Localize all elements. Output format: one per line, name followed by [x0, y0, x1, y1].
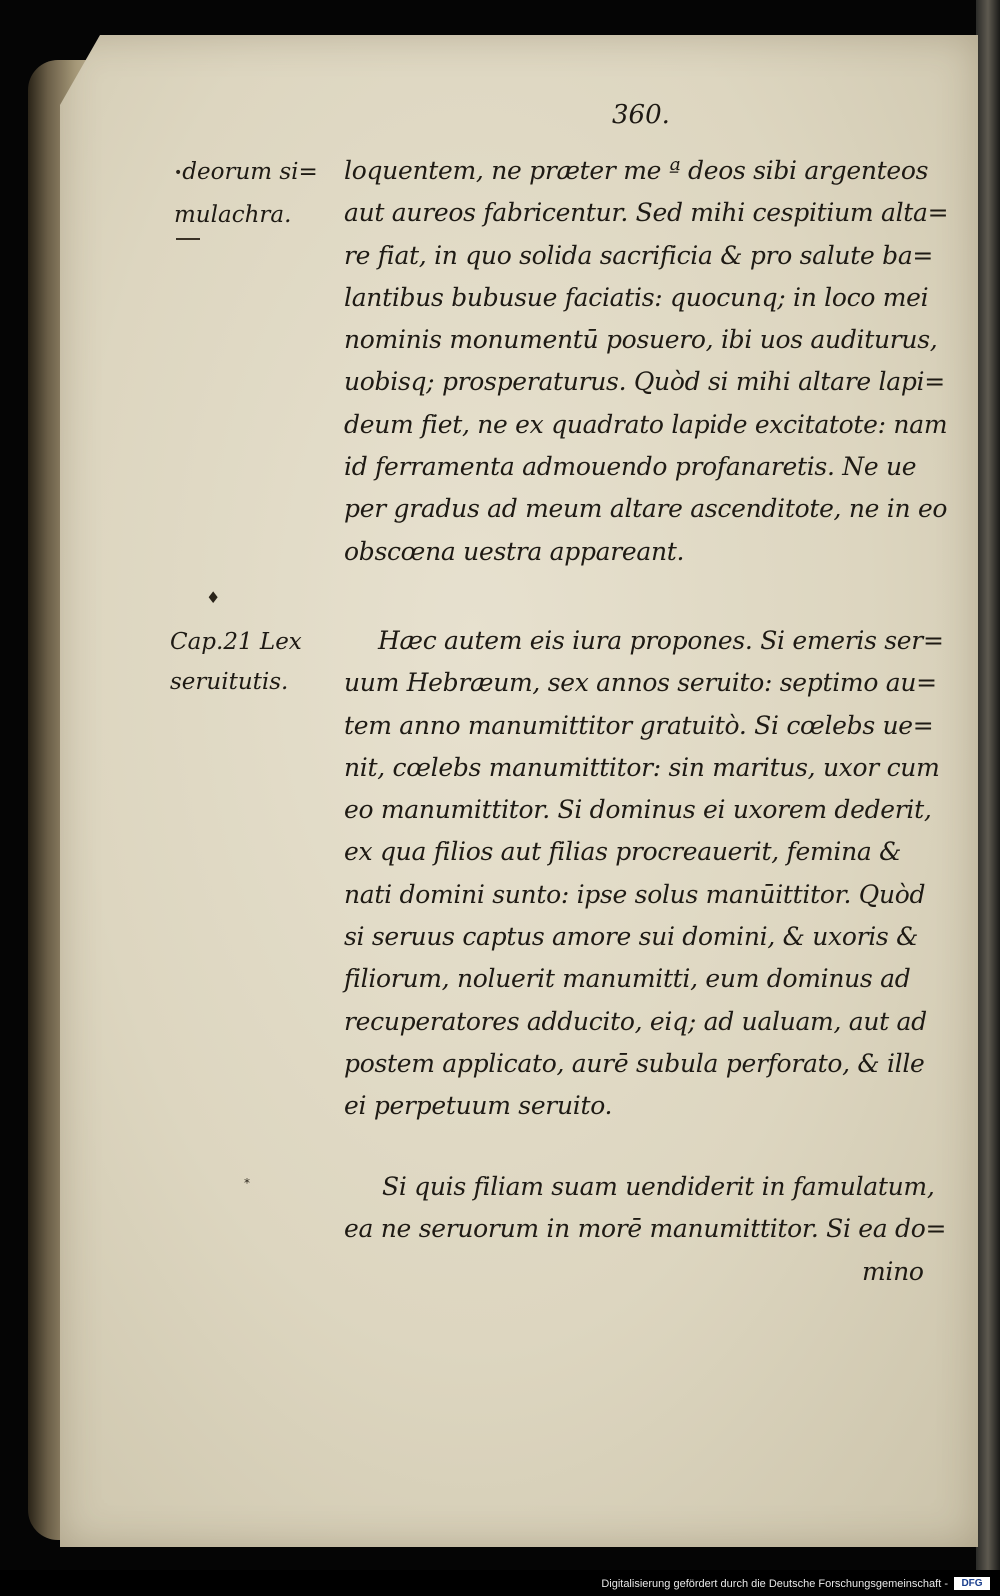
text-line: re fiat, in quo solida sacrificia & pro salute ba=: [344, 240, 934, 270]
text-line: ex qua filios aut filias procreauerit, femina &: [344, 837, 902, 867]
footer-credit: Digitalisierung gefördert durch die Deutsche Forschungsgemeinschaft -: [601, 1578, 948, 1590]
text-line: eo manumittitor. Si dominus ei uxorem dederit,: [344, 795, 932, 825]
text-line: loquentem, ne præter me ª deos sibi argenteos: [344, 156, 929, 185]
page-number: 360.: [612, 100, 670, 130]
text-section-2: [344, 620, 944, 1128]
margin-rule: [176, 238, 200, 240]
ornament-marker-icon: ♦: [206, 588, 221, 607]
text-line: Hæc autem eis iura propones. Si emeris ser=: [378, 626, 944, 655]
text-line: per gradus ad meum altare ascenditote, ne in eo: [344, 494, 948, 524]
text-line: ei perpetuum seruito.: [344, 1091, 613, 1121]
margin-note-cap21: [170, 622, 302, 702]
ornament-marker-icon: *: [244, 1176, 250, 1190]
text-line: mino: [862, 1256, 924, 1286]
margin-note-line: mulachra.: [174, 202, 292, 228]
text-line: uobisq; prosperaturus. Quòd si mihi altare lapi=: [344, 367, 945, 397]
dfg-logo: DFG: [954, 1577, 990, 1590]
text-line: tem anno manumittitor gratuitò. Si cœlebs ue=: [344, 710, 934, 740]
text-line: deum fiet, ne ex quadrato lapide excitatote: nam: [344, 409, 948, 439]
text-section-1: [344, 150, 948, 573]
text-line: Si quis filiam suam uendiderit in famulatum,: [382, 1172, 935, 1201]
margin-note-line: Cap.21 Lex: [170, 629, 302, 655]
ornament-marker-icon: •: [174, 165, 183, 181]
text-line: lantibus bubusue faciatis: quocunq; in loco mei: [344, 282, 929, 312]
margin-note-line: seruitutis.: [170, 669, 289, 695]
text-line: ea ne seruorum in morē manumittitor. Si ea do=: [344, 1214, 947, 1244]
text-line: uum Hebræum, sex annos seruito: septimo au=: [344, 668, 937, 698]
text-line: nominis monumentū posuero, ibi uos auditurus,: [344, 325, 938, 355]
text-line: si seruus captus amore sui domini, & uxoris &: [344, 922, 919, 952]
margin-note-deorum: [174, 152, 318, 235]
text-line: postem applicato, aurē subula perforato, & ille: [344, 1048, 925, 1078]
text-line: nit, cœlebs manumittitor: sin maritus, uxor cum: [344, 752, 940, 782]
text-line: aut aureos fabricentur. Sed mihi cespitium alta=: [344, 198, 949, 228]
text-line: filiorum, noluerit manumitti, eum dominus ad: [344, 964, 911, 994]
margin-note-line: deorum si=: [182, 159, 318, 185]
text-section-3: [344, 1166, 946, 1293]
text-line: nati domini sunto: ipse solus manūittitor. Quòd: [344, 879, 926, 909]
text-line: id ferramenta admouendo profanaretis. Ne ue: [344, 452, 917, 482]
text-line: obscœna uestra appareant.: [344, 536, 685, 566]
book-gutter: [976, 0, 1000, 1570]
text-line: recuperatores adducito, eiq; ad ualuam, aut ad: [344, 1006, 927, 1036]
